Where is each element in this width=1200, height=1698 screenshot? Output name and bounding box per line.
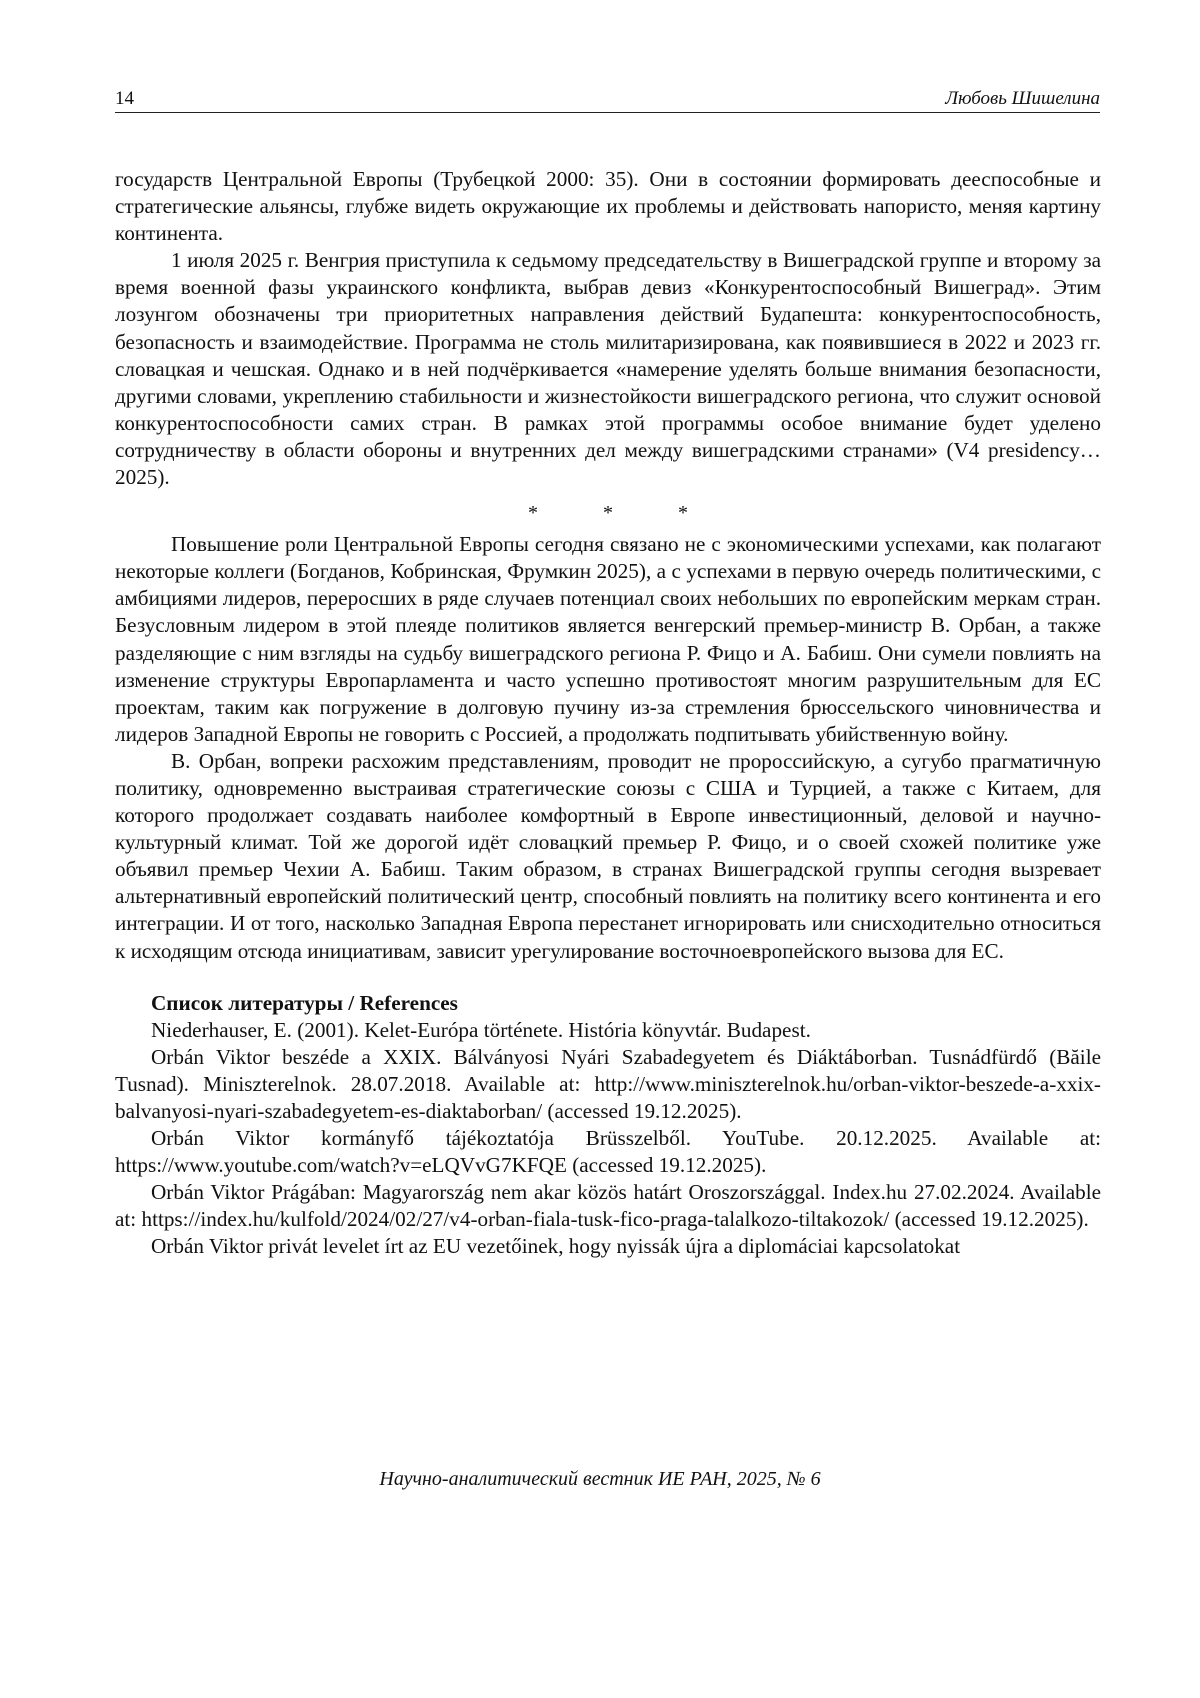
reference-item: Orbán Viktor Prágában: Magyarország nem akar közös határt Oroszországgal. Index.hu 27.02.2024. Available at: https://index.hu/kulfold/2024/02/27/v4-orban-fiala-tusk-fico-praga-talalkozo-tiltakozok/ (accessed 19.12.2025).	[115, 1180, 1101, 1232]
references-title: Список литературы / References	[151, 990, 458, 1015]
paragraph-orban-policy: В. Орбан, вопреки расхожим представлениям, проводит не пророссийскую, а сугубо прагматичную политику, одновременно выстраивая стратегические союзы с США и Турцией, а также с Китаем, для которого продолжает создавать наиболее комфортный в Европе инвестиционный, деловой и научно-культурный климат. Той же дорогой идёт словацкий премьер Р. Фицо, и о своей схожей политике уже объявил премьер Чехии А. Бабиш. Таким образом, в странах Вишеградской группы сегодня вызревает альтернативный европейский политический центр, способный повлиять на политику всего континента и его интеграции. И от того, насколько Западная Европа перестанет игнорировать или снисходительно относиться к исходящим отсюда инициативам, зависит урегулирование восточноевропейского вызова для ЕС.	[115, 748, 1101, 963]
reference-item: Orbán Viktor kormányfő tájékoztatója Brüsszelből. YouTube. 20.12.2025. Available at: https://www.youtube.com/watch?v=eLQVvG7KFQE (accessed 19.12.2025).	[115, 1126, 1101, 1178]
reference-item: Orbán Viktor beszéde a XXIX. Bálványosi Nyári Szabadegyetem és Diáktáborban. Tusnádfürdő (Băile Tusnad). Miniszterelnok. 28.07.2018. Available at: http://www.miniszterelnok.hu/orban-viktor-beszede-a-xxix-balvanyosi-nyari-szabadegyetem-es-diaktaborban/ (accessed 19.12.2025).	[115, 1044, 1101, 1123]
page-header	[115, 84, 1100, 113]
paragraph-central-europe-role: Повышение роли Центральной Европы сегодня связано не с экономическими успехами, как полагают некоторые коллеги (Богданов, Кобринская, Фрумкин 2025), а с успехами в первую очередь политическими, с амбициями лидеров, переросших в ряде случаев потенциал своих небольших по европейским меркам стран. Безусловным лидером в этой плеяде политиков является венгерский премьер-министр В. Орбан, а также разделяющие с ним взгляды на судьбу вишеградского региона Р. Фицо и А. Бабиш. Они сумели повлиять на изменение структуры Европарламента и часто успешно противостоят многим разрушительным для ЕС проектам, таким как погружение в долговую пучину из-за стремления брюссельского чиновничества и лидеров Западной Европы не говорить с Россией, а продолжать подпитывать убийственную войну.	[115, 532, 1101, 746]
article-body	[115, 166, 1101, 1261]
asterisk: *	[528, 502, 538, 525]
running-head-author: Любовь Шишелина	[945, 88, 1100, 109]
paragraph-continuation: государств Центральной Европы (Трубецкой 2000: 35). Они в состоянии формировать дееспособные и стратегические альянсы, глубже видеть окружающие их проблемы и действовать напористо, меняя картину континента.	[115, 167, 1101, 246]
page-number: 14	[115, 88, 134, 109]
asterisk: *	[603, 502, 613, 525]
reference-item: Niederhauser, E. (2001). Kelet-Európa története. História könyvtár. Budapest.	[151, 1017, 811, 1042]
paragraph-v4-presidency: 1 июля 2025 г. Венгрия приступила к седьмому председательству в Вишеградской группе и второму за время военной фазы украинского конфликта, выбрав девиз «Конкурентоспособный Вишеград». Этим лозунгом обозначены три приоритетных направления действий Будапешта: конкурентоспособность, безопасность и взаимодействие. Программа не столь милитаризирована, как появившиеся в 2022 и 2023 гг. словацкая и чешская. Однако и в ней подчёркивается «намерение уделять больше внимания безопасности, другими словами, укреплению стабильности и жизнестойкости вишеградского региона, что служит основой конкурентоспособности самих стран. В рамках этой программы особое внимание будет уделено сотрудничеству в области обороны и внутренних дел между вишеградскими странами» (V4 presidency… 2025).	[115, 248, 1101, 490]
reference-item: Orbán Viktor privát levelet írt az EU vezetőinek, hogy nyissák újra a diplomáciai kapcsolatokat	[151, 1234, 961, 1259]
asterisk: *	[678, 502, 688, 525]
section-separator	[115, 491, 1101, 531]
journal-footer: Научно-аналитический вестник ИЕ РАН, 2025, № 6	[379, 1468, 821, 1490]
